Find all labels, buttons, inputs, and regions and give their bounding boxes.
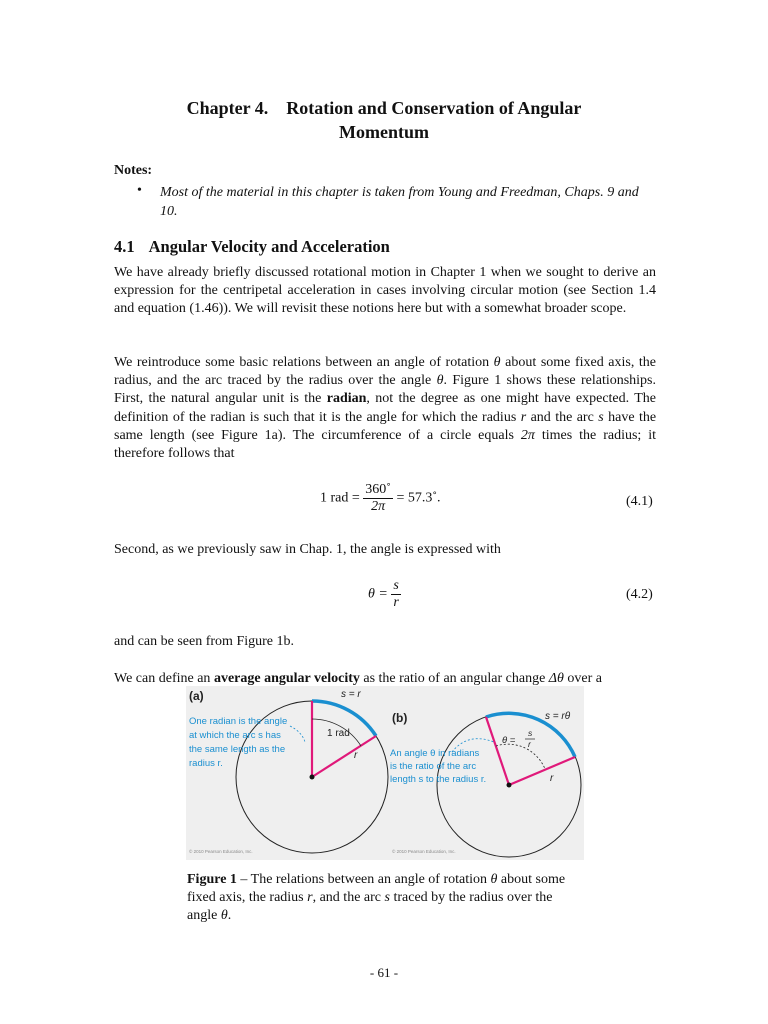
panel-b-center-point <box>507 783 512 788</box>
chapter-title-line2: Momentum <box>339 122 429 142</box>
equation-number-4-2: (4.2) <box>626 587 653 602</box>
p2-text-b: about some fixed axis, the radius, and the arc traced by the radius over the angle <box>114 355 657 389</box>
section-title: Angular Velocity and Acceleration <box>148 237 390 256</box>
paragraph-4: and can be seen from Figure 1b. <box>114 634 294 649</box>
theta-symbol: θ <box>490 872 498 887</box>
panel-a-annotation-line2: at which the arc s has <box>189 730 281 741</box>
panel-a-angle-label: 1 rad <box>327 728 350 739</box>
r-symbol: r <box>307 890 313 906</box>
figure-caption-text-4: traced by the radius over the angle <box>187 890 553 924</box>
eq1-rhs: = 57.3˚. <box>396 490 441 506</box>
p5-text-b: as the ratio of an angular change <box>363 671 546 686</box>
equation-4-2 <box>368 578 401 611</box>
p2-text-d: , not the degree as one might have expected. The definition of the radian is such that it is the angle for which the radius <box>114 391 656 425</box>
figure-caption-text-3: , and the arc <box>312 890 382 906</box>
panel-b-radius-label: r <box>550 773 554 784</box>
figure-caption <box>187 871 582 926</box>
r-symbol: r <box>520 409 527 425</box>
average-angular-velocity-term: average angular velocity <box>213 671 360 686</box>
panel-b-label: (b) <box>392 711 408 725</box>
figure-caption-dash: – <box>236 872 251 887</box>
panel-a-annotation-line1: One radian is the angle <box>189 716 288 727</box>
panel-a-arc-label: s = r <box>341 689 361 700</box>
eq2-denominator: r <box>393 595 399 610</box>
panel-a-annotation-line3: the same length as the <box>189 744 286 755</box>
figure-background <box>186 686 584 860</box>
theta-symbol: θ <box>220 908 228 924</box>
panel-b-annotation-line3: length s to the radius r. <box>390 774 487 785</box>
eq1-numerator: 360˚ <box>365 482 391 497</box>
eq2-lhs: θ = <box>368 586 388 602</box>
copyright-b: © 2010 Pearson Education, Inc. <box>392 849 456 854</box>
copyright-a: © 2010 Pearson Education, Inc. <box>189 849 253 854</box>
p2-text-c: . Figure 1 shows these relationships. First, the natural angular unit is the <box>114 373 657 407</box>
p2-text-f: have the same length (see Figure 1a). The circumference of a circle equals <box>114 409 657 443</box>
p5-text-a: We can define an <box>114 671 211 686</box>
eq1-denominator: 2π <box>371 499 386 514</box>
notes-heading: Notes: <box>114 163 153 178</box>
panel-b-arc-label: s = rθ <box>545 711 571 722</box>
panel-a-annotation-line4: radius r. <box>189 758 223 769</box>
theta-symbol: θ <box>436 373 444 389</box>
p2-text-e: and the arc <box>530 409 594 425</box>
page-number: - 61 - <box>369 965 399 980</box>
s-symbol: s <box>384 890 390 906</box>
eq2-fraction <box>391 578 400 611</box>
panel-b-annotation-line1: An angle θ in radians <box>390 748 480 759</box>
note-item: Most of the material in this chapter is taken from Young and Freedman, Chaps. 9 and 10. <box>160 185 639 219</box>
eq2-numerator: s <box>393 578 399 593</box>
chapter-title-line1: Chapter 4. Rotation and Conservation of Angular <box>186 98 582 118</box>
panel-b-angle-label-lhs: θ = <box>502 735 516 746</box>
equation-number-4-1: (4.1) <box>626 494 653 509</box>
theta-symbol: θ <box>493 355 501 370</box>
p2-text-g: times the radius; it therefore follows that <box>114 427 657 462</box>
paragraph-2 <box>114 354 656 463</box>
panel-a-label: (a) <box>189 689 204 703</box>
eq1-lhs: 1 rad = <box>320 490 360 506</box>
eq1-fraction <box>363 482 393 515</box>
paragraph-3: Second, as we previously saw in Chap. 1, the angle is expressed with <box>114 542 501 557</box>
two-pi-symbol: 2π <box>520 427 535 443</box>
figure-caption-text-1: The relations between an angle of rotation <box>250 872 488 887</box>
panel-b-angle-label-den: r <box>528 739 531 749</box>
section-heading <box>114 237 390 257</box>
figure-1-diagram <box>186 686 584 860</box>
panel-b-angle-label-num: s <box>528 728 533 738</box>
p5-text-c: over a <box>567 671 602 686</box>
radian-term: radian <box>326 391 367 407</box>
p2-text-a: We reintroduce some basic relations between an angle of rotation <box>114 355 490 370</box>
bullet-icon: • <box>137 183 142 198</box>
chapter-title <box>0 96 768 144</box>
equation-4-1 <box>320 482 441 515</box>
s-symbol: s <box>598 409 604 425</box>
figure-caption-text-2: about some fixed axis, the radius <box>187 872 566 906</box>
figure-caption-label: Figure 1 <box>187 872 237 887</box>
section-number: 4.1 <box>114 237 135 256</box>
panel-a-center-point <box>310 775 315 780</box>
panel-a-radius-label: r <box>354 750 358 761</box>
paragraph-1: We have already briefly discussed rotational motion in Chapter 1 when we sought to derive an expression for the centripetal acceleration in cases involving circular motion (see Section 1.4 and equation (1.46)). We will revisit these notions here but with a somewhat broader scope. <box>114 265 656 317</box>
panel-b-annotation-line2: is the ratio of the arc <box>390 761 477 772</box>
figure-caption-text-5: . <box>227 908 232 924</box>
delta-theta-symbol: Δθ <box>548 671 564 686</box>
